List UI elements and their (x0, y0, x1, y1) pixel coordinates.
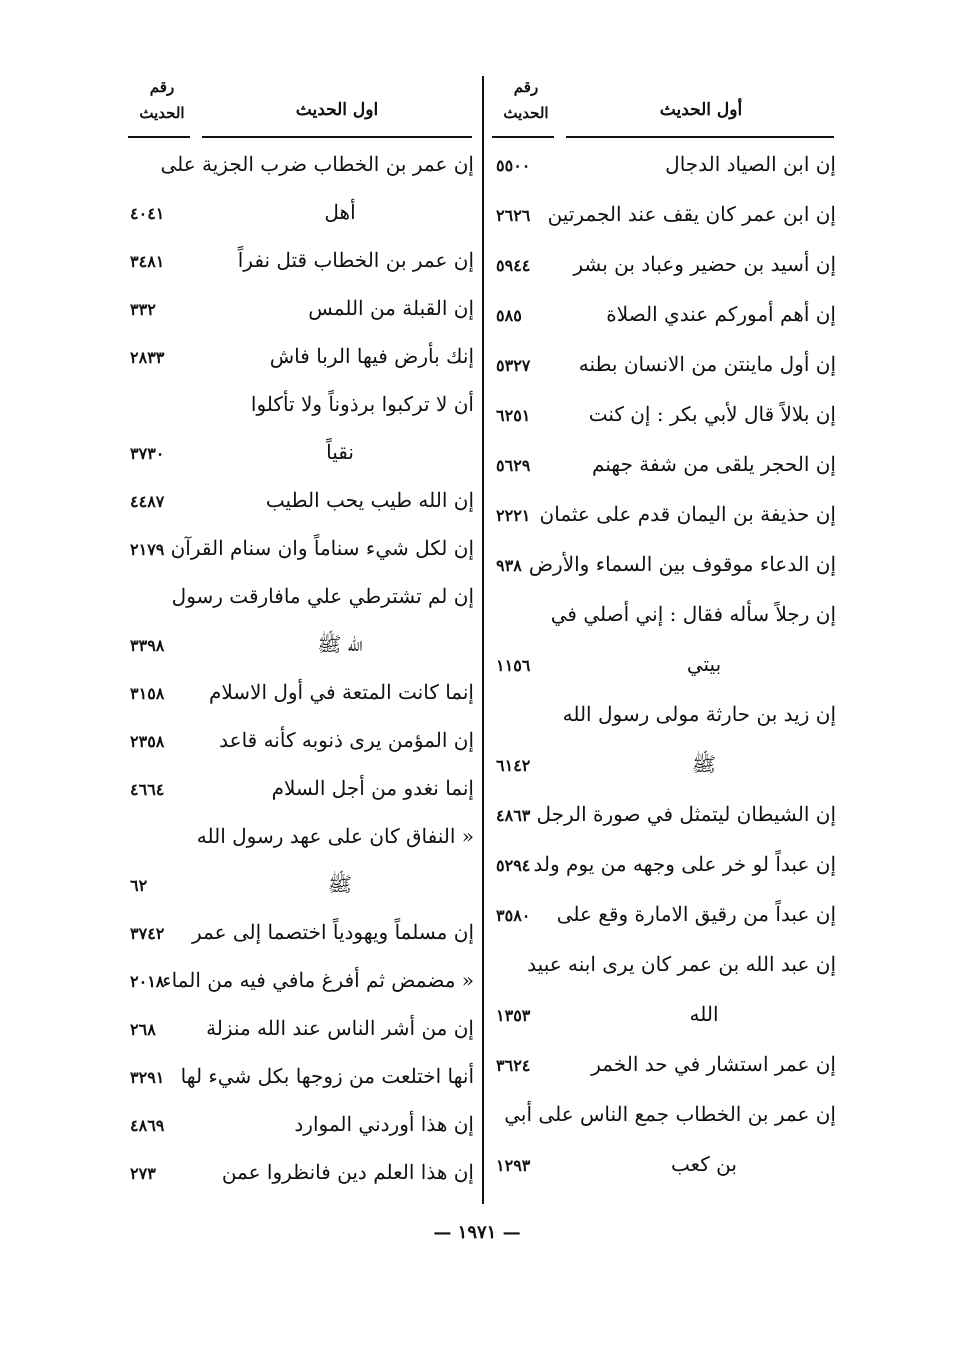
list-item (488, 340, 840, 390)
list-item (488, 190, 840, 240)
hadith-opening-text: إن بلالاً قال لأبي بكر : إن كنت (588, 402, 836, 426)
hadith-number: ٣٧٣٠ (130, 444, 165, 463)
list-item (488, 890, 840, 940)
list-item (488, 440, 840, 490)
hadith-opening-text: إن القبلة من اللمس (308, 296, 474, 320)
hadith-opening-text: إنما نغدو من أجل السلام (271, 776, 474, 800)
list-item (488, 690, 840, 740)
left-column-header (122, 70, 478, 140)
header-rule (566, 136, 834, 138)
hadith-number: ٢٦٨ (130, 1020, 156, 1039)
list-item (122, 668, 478, 716)
hadith-opening-text: إنك بأرض فيها الربا فاش (269, 344, 474, 368)
left-number-heading: رقم الحديث (139, 78, 185, 122)
hadith-opening-text: إن ابن عمر كان يقف عند الجمرتين (547, 202, 836, 226)
list-item (122, 1100, 478, 1148)
hadith-opening-text: بن كعب (671, 1152, 737, 1176)
hadith-number: ٣٣٩٨ (130, 636, 165, 655)
hadith-number: ٢٠١٨ (130, 972, 165, 991)
column-divider (482, 76, 484, 1204)
hadith-number: ٢٣٥٨ (130, 732, 165, 751)
hadith-number: ٣١٥٨ (130, 684, 165, 703)
list-item (488, 1040, 840, 1090)
list-item (488, 290, 840, 340)
hadith-opening-text: أهل (324, 200, 356, 224)
header-rule (128, 136, 190, 138)
hadith-opening-text: إن عمر بن الخطاب ضرب الجزية على (160, 152, 474, 176)
hadith-opening-text: إن لم تشترطي علي مافارقت رسول (171, 584, 474, 608)
hadith-opening-text: ﷺ (327, 872, 353, 896)
list-item (488, 740, 840, 790)
left-entry-list (122, 140, 478, 1196)
list-item (122, 908, 478, 956)
list-item (488, 940, 840, 990)
list-item (488, 1140, 840, 1190)
hadith-opening-text: إن رجلاً سأله فقال : إني أصلي في (550, 602, 836, 626)
list-item (488, 390, 840, 440)
list-item (122, 1052, 478, 1100)
list-item (488, 640, 840, 690)
list-item (122, 956, 478, 1004)
list-item (122, 524, 478, 572)
hadith-opening-text: بيتي (686, 652, 722, 676)
hadith-opening-text: « مضمض ثم أفرغ مافي فيه من الماء (162, 968, 474, 992)
hadith-opening-text: إن عبد الله بن عمر كان يرى ابنه عبيد (527, 952, 836, 976)
hadith-number: ٣٤٨١ (130, 252, 165, 271)
header-rule (492, 136, 554, 138)
hadith-opening-text: إن أهم أموركم عندي الصلاة (606, 302, 836, 326)
list-item (488, 490, 840, 540)
right-column (488, 70, 840, 1190)
hadith-opening-text: إن من أشر الناس عند الله منزلة (206, 1016, 474, 1040)
hadith-opening-text: ﷺ (691, 752, 717, 776)
list-item (488, 790, 840, 840)
hadith-opening-text: إن هذا العلم دين فانظروا عمن (221, 1160, 474, 1184)
hadith-opening-text: إن عمر بن الخطاب جمع الناس على أبي (504, 1102, 836, 1126)
hadith-number: ١١٥٦ (496, 656, 531, 675)
right-number-heading: رقم الحديث (503, 78, 549, 122)
hadith-number: ٦٢ (130, 876, 148, 895)
list-item (122, 764, 478, 812)
hadith-opening-text: إن الله طيب يحب الطيب (265, 488, 474, 512)
header-rule (202, 136, 472, 138)
list-item (122, 284, 478, 332)
hadith-number: ٢٦٢٦ (496, 206, 531, 225)
hadith-number: ٤٦٦٤ (130, 780, 165, 799)
right-entry-list (488, 140, 840, 1190)
hadith-opening-text: إن أسيد بن حضير وعباد بن بشر (573, 252, 836, 276)
list-item (122, 380, 478, 428)
hadith-number: ٢١٧٩ (130, 540, 165, 559)
hadith-number: ٤٠٤١ (130, 204, 165, 223)
page-number: — ١٩٧١ — (433, 1222, 521, 1243)
list-item (122, 476, 478, 524)
hadith-opening-text: إن حذيفة بن اليمان قدم على عثمان (539, 502, 836, 526)
hadith-opening-text: إن عبداً من رقيق الامارة وقع على (556, 902, 836, 926)
list-item (488, 990, 840, 1040)
list-item (488, 540, 840, 590)
left-title-heading: اول الحديث (295, 100, 379, 120)
list-item (122, 860, 478, 908)
hadith-number: ٣٧٤٢ (130, 924, 165, 943)
hadith-number: ٣٢٩١ (130, 1068, 165, 1087)
list-item (122, 140, 478, 188)
list-item (122, 716, 478, 764)
list-item (122, 1148, 478, 1196)
hadith-number: ٥٥٠٠ (496, 156, 531, 175)
hadith-opening-text: إن أول ماينتن من الانسان بطنه (578, 352, 836, 376)
list-item (122, 428, 478, 476)
hadith-number: ٦٢٥١ (496, 406, 531, 425)
hadith-opening-text: إن عبداً لو خر على وجهه من يوم ولد (533, 852, 836, 876)
hadith-opening-text: أنها اختلعت من زوجها بكل شيء لها (180, 1064, 474, 1088)
list-item (122, 236, 478, 284)
list-item (122, 572, 478, 620)
hadith-opening-text: الله (689, 1002, 719, 1026)
hadith-number: ٥٣٢٧ (496, 356, 531, 375)
hadith-number: ٣٥٨٠ (496, 906, 531, 925)
list-item (122, 332, 478, 380)
hadith-number: ٥٢٩٤ (496, 856, 531, 875)
hadith-opening-text: إن الحجر يلقى من شفة جهنم (592, 452, 836, 476)
list-item (122, 812, 478, 860)
hadith-number: ٥٩٤٤ (496, 256, 531, 275)
hadith-number: ٤٤٨٧ (130, 492, 165, 511)
list-item (488, 140, 840, 190)
hadith-number: ٣٦٢٤ (496, 1056, 531, 1075)
hadith-number: ٥٦٢٩ (496, 456, 531, 475)
hadith-number: ١٢٩٣ (496, 1156, 531, 1175)
hadith-opening-text: أن لا تركبوا برذوناً ولا تأكلوا (250, 392, 474, 416)
hadith-opening-text: إن زيد بن حارثة مولى رسول الله (562, 702, 836, 726)
list-item (122, 620, 478, 668)
list-item (488, 590, 840, 640)
list-item (122, 1004, 478, 1052)
hadith-number: ٢٧٣ (130, 1164, 156, 1183)
hadith-number: ٢٢٢١ (496, 506, 531, 525)
left-column (122, 70, 478, 1196)
hadith-opening-text: إن الشيطان ليتمثل في صورة الرجل (536, 802, 836, 826)
hadith-opening-text: إن هذا أوردني الموارد (294, 1112, 474, 1136)
hadith-opening-text: إن مسلماً ويهودياً اختصما إلى عمر (191, 920, 474, 944)
hadith-number: ٤٨٦٣ (496, 806, 531, 825)
hadith-opening-text: إن لكل شيء سناماً وان سنام القرآن (170, 536, 474, 560)
hadith-opening-text: نقياً (326, 440, 354, 464)
hadith-number: ٥٨٥ (496, 306, 522, 325)
hadith-opening-text: إن المؤمن يرى ذنوبه كأنه قاعد (219, 728, 474, 752)
hadith-opening-text: إن ابن الصياد الدجال (665, 152, 836, 176)
hadith-number: ٤٨٦٩ (130, 1116, 165, 1135)
hadith-number: ٦١٤٢ (496, 756, 531, 775)
list-item (488, 840, 840, 890)
right-column-header (488, 70, 840, 140)
hadith-number: ٩٣٨ (496, 556, 522, 575)
hadith-opening-text: الله ﷺ (317, 632, 363, 656)
hadith-number: ٢٨٣٣ (130, 348, 165, 367)
hadith-opening-text: إن عمر استشار في حد الخمر (591, 1052, 836, 1076)
hadith-opening-text: إنما كانت المتعة في أول الاسلام (208, 680, 474, 704)
list-item (488, 240, 840, 290)
hadith-number: ٣٣٢ (130, 300, 156, 319)
hadith-number: ١٣٥٣ (496, 1006, 531, 1025)
list-item (488, 1090, 840, 1140)
right-title-heading: أول الحديث (659, 100, 743, 120)
list-item (122, 188, 478, 236)
hadith-opening-text: « النفاق كان على عهد رسول الله (196, 824, 474, 848)
hadith-opening-text: إن الدعاء موقوف بين السماء والأرض (528, 552, 836, 576)
hadith-opening-text: إن عمر بن الخطاب قتل نفراً (237, 248, 474, 272)
